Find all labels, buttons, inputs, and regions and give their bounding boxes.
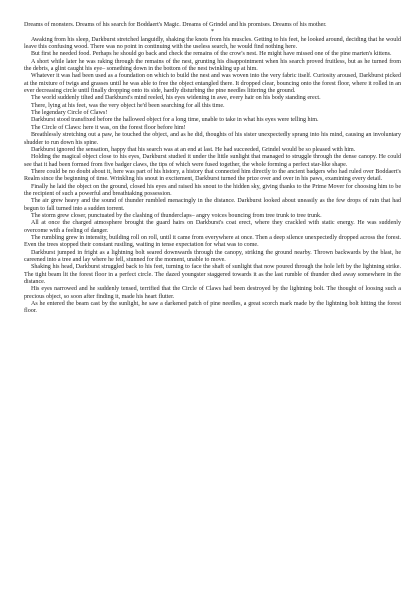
paragraph: But first he needed food. Perhaps he should go back and check the remains of the crow's nest. He might have missed one of the pine marten's kittens. [31,51,392,58]
paragraph: As he entered the beam cast by the sunlight, he saw a darkened patch of pine needles, a great scorch mark made by the lightning bolt hitting the forest floor. [24,301,401,315]
document-page [24,22,401,316]
paragraph: Darkburst stood transfixed before the hallowed object for a long time, unable to take in what his eyes were telling him. [31,117,319,124]
paragraph: His eyes narrowed and he suddenly tensed, terrified that the Circle of Claws had been destroyed by the lightning bolt. The thought of loosing such a precious object, so soon after finding it, made his heart flutter. [24,286,401,300]
paragraph: Darkburst jumped in fright as a lightning bolt seared downwards through the canopy, striking the ground nearby. Thrown backwards by the blast, he careened into a tree and lay where he fell, stunned for the moment, unable to move. [24,249,401,263]
paragraph: The world suddenly tilted and Darkburst's mind reeled, his eyes widening in awe, every hair on his body standing erect. [31,95,321,102]
paragraph: Shaking his head, Darkburst struggled back to his feet, turning to face the shaft of sunlight that now poured through the hole left by the lightning strike. The tight beam lit the forest floor in a perfect circle. The dazed youngster staggered towards it as the last rumble of thunder died away somewhere in the distance. [24,264,401,286]
paragraph: Breathlessly stretching out a paw, he touched the object, and as he did, thoughts of his sister unexpectedly sprang into his mind, causing an involuntary shudder to run down his spine. [24,132,401,146]
paragraph: The legendary Circle of Claws! [31,110,108,117]
paragraph: A short while later he was raking through the remains of the nest, grunting his disappointment when his search proved fruitless, but as he turned from the debris, a glint caught his eye– something down in the bottom of the nest twinkling up at him. [24,58,401,73]
opening-paragraph: Dreams of monsters. Dreams of his search for Boddaert's Magic. Dreams of Grindel and his promises. Dreams of his mother. [24,22,327,28]
paragraph: The air grew heavy and the sound of thunder rumbled menacingly in the distance. Darkburst looked about uneasily as the few drops of rain that had begun to fall turned into a sudden torrent. [24,198,401,212]
paragraph: There, lying at his feet, was the very object he'd been searching for all this time. [31,102,225,109]
paragraph: Darkburst ignored the sensation, happy that his search was at an end at last. He had succeeded, Grindel would be so pleased with him. [31,146,356,153]
paragraph: Holding the magical object close to his eyes, Darkburst studied it under the little sunlight that managed to struggle through the dense canopy. He could see that it had been formed from five badger claws, the tips of which were fused together, the whole forming a perfect star-like shape. [24,154,401,168]
paragraph: There could be no doubt about it, here was part of his history, a history that connected him directly to the ancient badgers who had ruled over Boddaert's Realm since the beginning of time. Wrinkling his snout in excitement, Darkburst turned the prize over and over in his paws, examining every detail. [24,168,401,183]
story-body [24,37,401,316]
section-divider: * [210,29,215,36]
paragraph: All at once the charged atmosphere brought the guard hairs on Darkburst's coat erect, where they crackled with static energy. He was suddenly overcome with a feeling of danger. [24,220,401,234]
paragraph: The rumbling grew in intensity, building roll on roll, until it came from everywhere at once. Then a deep silence unexpectedly dropped across the forest. Even the trees stopped their constant rustling, waiting in tense expectation for what was to come. [24,234,401,249]
paragraph: The storm grew closer, punctuated by the clashing of thunderclaps– angry voices bouncing from tree trunk to tree trunk. [31,212,322,219]
paragraph: Awaking from his sleep, Darkburst stretched languidly, shaking the knots from his muscles. Getting to his feet, he looked around, deciding that he would leave this confusing wood. There was no point in continuing with the useless search, he would find nothing here. [24,36,401,51]
paragraph: Whatever it was had been used as a foundation on which to build the nest and was woven into the very fabric itself. Curiosity aroused, Darkburst picked at the mixture of twigs and grasses until he was able to free the object entangled there. It dropped clear, bouncing onto the forest floor, where it rolled in an ever decreasing circle until finally dropping onto its side, hardly disturbing the pine needles littering the ground. [24,73,401,95]
paragraph: Finally he laid the object on the ground, closed his eyes and raised his snout to the hidden sky, giving thanks to the Prime Mover for choosing him to be the recipient of such a powerful and breathtaking possession. [24,183,401,197]
paragraph: The Circle of Claws: here it was, on the forest floor before him! [31,124,186,131]
